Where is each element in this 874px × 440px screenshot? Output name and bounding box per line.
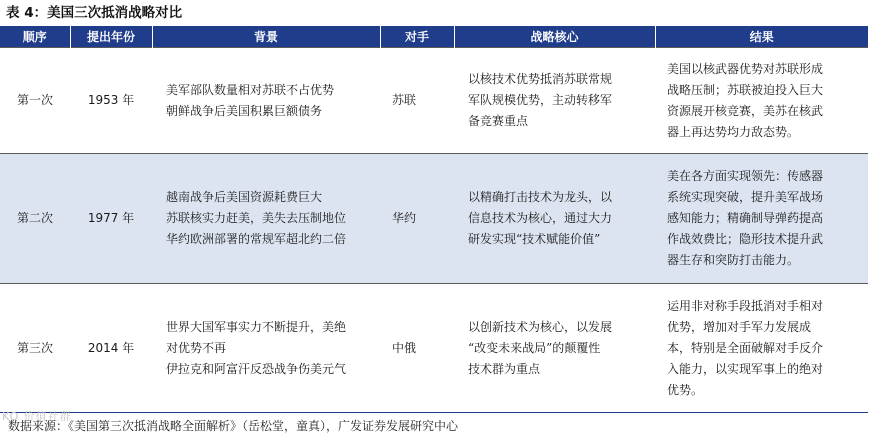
result-line: 资源展开核竞赛，美苏在核武 bbox=[667, 103, 824, 118]
table-header-row bbox=[0, 26, 868, 48]
strategy-table bbox=[0, 26, 868, 413]
background-line: 美军部队数量相对苏联不占优势 bbox=[166, 82, 335, 97]
background-line: 朝鲜战争后美国积累巨额债务 bbox=[166, 103, 323, 118]
result-line: 系统实现突破，提升美军战场 bbox=[667, 190, 824, 204]
core-line: “改变未来战局”的颠覆性 bbox=[468, 340, 601, 355]
table-title: 表 4：美国三次抵消战略对比 bbox=[6, 5, 183, 21]
background-line: 越南战争后美国资源耗费巨大 bbox=[166, 190, 323, 204]
result-line: 入能力，以实现军事上的绝对 bbox=[667, 361, 824, 376]
table-row bbox=[0, 284, 868, 413]
core-line: 研发实现“技术赋能价值” bbox=[468, 232, 601, 246]
cell-result bbox=[655, 48, 868, 154]
table-row bbox=[0, 48, 868, 154]
data-source-note: 数据来源：《美国第三次抵消战略全面解析》（岳松堂，童真），广发证券发展研究中心 bbox=[8, 419, 459, 433]
cell-order: 第一次 bbox=[0, 48, 70, 154]
result-line: 优势，增加对手军力发展成 bbox=[667, 319, 812, 334]
result-line: 本，特别是全面破解对手反介 bbox=[667, 340, 824, 355]
header-opponent: 对手 bbox=[380, 26, 454, 48]
background-line: 苏联核实力赶美，美失去压制地位 bbox=[166, 211, 347, 225]
cell-background bbox=[152, 284, 380, 413]
background-line: 世界大国军事实力不断提升，美绝 bbox=[166, 319, 347, 334]
result-line: 运用非对称手段抵消对手相对 bbox=[667, 298, 824, 313]
background-line: 华约欧洲部署的常规军超北约二倍 bbox=[166, 232, 347, 246]
header-result: 结果 bbox=[655, 26, 868, 48]
cell-core bbox=[454, 48, 655, 154]
header-year: 提出年份 bbox=[70, 26, 152, 48]
table-row bbox=[0, 154, 868, 284]
result-line: 器生存和突防打击能力。 bbox=[667, 253, 800, 267]
result-line: 美国以核武器优势对苏联形成 bbox=[667, 61, 824, 76]
result-line: 器上再达势均力敌态势。 bbox=[667, 124, 800, 139]
cell-core bbox=[454, 154, 655, 284]
result-line: 优势。 bbox=[667, 382, 704, 397]
watermark: KO 价值社群 bbox=[2, 410, 72, 423]
cell-opponent: 中俄 bbox=[380, 284, 454, 413]
background-line: 对优势不再 bbox=[166, 340, 227, 355]
cell-core bbox=[454, 284, 655, 413]
cell-year: 1953 年 bbox=[70, 48, 152, 154]
core-line: 以核技术优势抵消苏联常规 bbox=[468, 72, 613, 86]
core-line: 以精确打击技术为龙头，以 bbox=[468, 190, 613, 204]
result-line: 作战效费比；隐形技术提升武 bbox=[667, 232, 824, 246]
background-line: 伊拉克和阿富汗反恐战争伤美元气 bbox=[166, 361, 347, 376]
core-line: 以创新技术为核心，以发展 bbox=[468, 319, 613, 334]
cell-order: 第三次 bbox=[0, 284, 70, 413]
result-line: 战略压制；苏联被迫投入巨大 bbox=[667, 82, 824, 97]
cell-year: 1977 年 bbox=[70, 154, 152, 284]
cell-background bbox=[152, 48, 380, 154]
header-order: 顺序 bbox=[0, 26, 70, 48]
core-line: 备竞赛重点 bbox=[468, 114, 529, 128]
core-line: 技术群为重点 bbox=[468, 361, 541, 376]
cell-opponent: 华约 bbox=[380, 154, 454, 284]
core-line: 军队规模优势，主动转移军 bbox=[468, 93, 613, 107]
cell-year: 2014 年 bbox=[70, 284, 152, 413]
cell-order: 第二次 bbox=[0, 154, 70, 284]
cell-result bbox=[655, 284, 868, 413]
result-line: 感知能力；精确制导弹药提高 bbox=[667, 211, 824, 225]
cell-result bbox=[655, 154, 868, 284]
cell-opponent: 苏联 bbox=[380, 48, 454, 154]
header-core: 战略核心 bbox=[454, 26, 655, 48]
cell-background bbox=[152, 154, 380, 284]
header-background: 背景 bbox=[152, 26, 380, 48]
core-line: 信息技术为核心，通过大力 bbox=[468, 211, 613, 225]
result-line: 美在各方面实现领先：传感器 bbox=[667, 169, 824, 183]
